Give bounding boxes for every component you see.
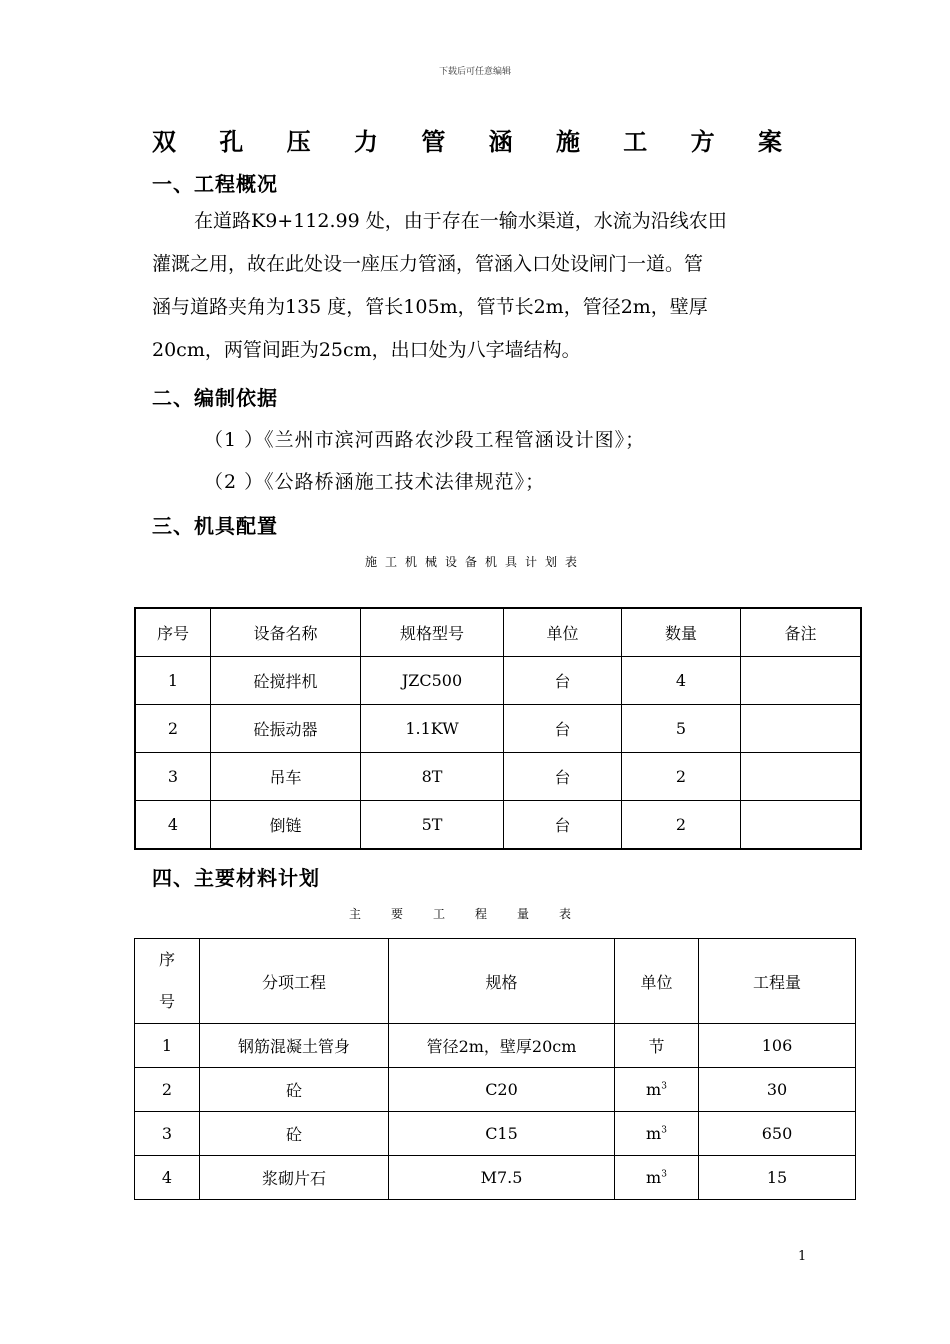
table-cell: 2: [622, 753, 741, 801]
title-char: 双: [152, 127, 176, 156]
header-cell: 规格型号: [361, 608, 504, 657]
header-cell: 规格: [389, 939, 615, 1024]
header-cell-text: 号: [158, 992, 175, 1011]
overview-paragraph: [152, 200, 802, 372]
title-char: 施: [555, 127, 580, 156]
page-number: 1: [798, 1249, 807, 1264]
table-cell: 砼搅拌机: [211, 657, 361, 705]
table-cell: 5: [622, 705, 741, 753]
title-char: 案: [757, 127, 782, 156]
table-cell: 1: [135, 657, 211, 705]
paragraph-line: 20cm，两管间距为25cm，出口处为八字墙结构。: [152, 339, 581, 361]
paragraph-line: 涵与道路夹角为135 度，管长105m，管节长2m，管径2m，壁厚: [152, 296, 708, 318]
header-cell: 备注: [741, 608, 862, 657]
table-cell: 15: [699, 1156, 856, 1200]
table-row: [135, 1024, 856, 1068]
table-cell: 3: [135, 753, 211, 801]
table-cell: 2: [135, 1068, 200, 1112]
paragraph-line: 在道路K9+112.99 处，由于存在一输水渠道，水流为沿线农田: [194, 210, 727, 232]
section-heading-overview: 一、工程概况: [152, 172, 278, 196]
table-row: [135, 705, 861, 753]
table-cell: 1: [135, 1024, 200, 1068]
table-cell: [615, 1024, 699, 1068]
table-header-row: [135, 608, 861, 657]
table-cell: [615, 1156, 699, 1200]
materials-table-caption: 主要工程量表: [348, 907, 601, 921]
table-cell: [615, 1112, 699, 1156]
table-cell: JZC500: [361, 657, 504, 705]
table-cell: 台: [504, 753, 622, 801]
table-cell: C20: [389, 1068, 615, 1112]
table-cell: 砼振动器: [211, 705, 361, 753]
table-cell: 1.1KW: [361, 705, 504, 753]
page-header: 下载后可任意编辑: [438, 67, 511, 77]
header-cell: 工程量: [699, 939, 856, 1024]
header-cell: 单位: [615, 939, 699, 1024]
unit-superscript: 3: [661, 1081, 667, 1092]
table-row: [135, 1068, 856, 1112]
table-cell: 4: [135, 801, 211, 850]
document-title: [152, 122, 782, 157]
table-cell: 浆砌片石: [200, 1156, 389, 1200]
unit-text: m: [646, 1124, 662, 1143]
table-cell: 钢筋混凝土管身: [200, 1024, 389, 1068]
table-cell: [741, 657, 862, 705]
table-row: [135, 1112, 856, 1156]
table-cell: 5T: [361, 801, 504, 850]
unit-superscript: 3: [661, 1125, 667, 1136]
table-row: [135, 753, 861, 801]
table-cell: 4: [622, 657, 741, 705]
header-cell: 数量: [622, 608, 741, 657]
table-row: [135, 801, 861, 850]
header-cell: 单位: [504, 608, 622, 657]
table-cell: 30: [699, 1068, 856, 1112]
table-cell: 8T: [361, 753, 504, 801]
table-row: [135, 1156, 856, 1200]
table-cell: 台: [504, 801, 622, 850]
table-cell: 管径2m，壁厚20cm: [389, 1024, 615, 1068]
section-heading-equipment: 三、机具配置: [152, 514, 278, 538]
unit-text: 节: [648, 1037, 665, 1056]
unit-text: m: [646, 1080, 662, 1099]
table-cell: C15: [389, 1112, 615, 1156]
title-char: 涵: [488, 127, 513, 156]
paragraph-line: 灌溉之用，故在此处设一座压力管涵，管涵入口处设闸门一道。管: [152, 253, 704, 275]
materials-table: [134, 938, 856, 1200]
table-header-row: [135, 939, 856, 1024]
unit-text: m: [646, 1168, 662, 1187]
table-cell: 砼: [200, 1068, 389, 1112]
unit-superscript: 3: [661, 1169, 667, 1180]
header-cell: [135, 939, 200, 1024]
table-cell: [741, 705, 862, 753]
table-cell: 4: [135, 1156, 200, 1200]
reference-item: （2 ）《公路桥涵施工技术法律规范》；: [204, 471, 546, 493]
equipment-table: [134, 607, 862, 850]
equipment-table-caption: 施工机械设备机具计划表: [364, 555, 585, 569]
table-cell: 砼: [200, 1112, 389, 1156]
title-char: 方: [690, 127, 715, 156]
table-cell: 2: [135, 705, 211, 753]
title-char: 孔: [219, 127, 244, 156]
table-cell: [741, 753, 862, 801]
table-cell: 2: [622, 801, 741, 850]
title-char: 工: [623, 127, 648, 156]
title-char: 管: [421, 127, 446, 156]
table-row: [135, 657, 861, 705]
header-cell: 分项工程: [200, 939, 389, 1024]
table-cell: 106: [699, 1024, 856, 1068]
table-cell: [741, 801, 862, 850]
section-heading-basis: 二、编制依据: [152, 386, 278, 410]
header-cell: 设备名称: [211, 608, 361, 657]
title-char: 力: [353, 127, 378, 156]
section-heading-materials: 四、主要材料计划: [152, 866, 320, 890]
table-cell: M7.5: [389, 1156, 615, 1200]
reference-item: （1 ）《兰州市滨河西路农沙段工程管涵设计图》；: [204, 429, 646, 451]
table-cell: 倒链: [211, 801, 361, 850]
table-cell: 台: [504, 705, 622, 753]
table-cell: 台: [504, 657, 622, 705]
header-cell-text: 序: [158, 950, 175, 969]
table-cell: 650: [699, 1112, 856, 1156]
table-cell: 3: [135, 1112, 200, 1156]
table-cell: 吊车: [211, 753, 361, 801]
header-cell: 序号: [135, 608, 211, 657]
title-char: 压: [286, 127, 311, 156]
table-cell: [615, 1068, 699, 1112]
